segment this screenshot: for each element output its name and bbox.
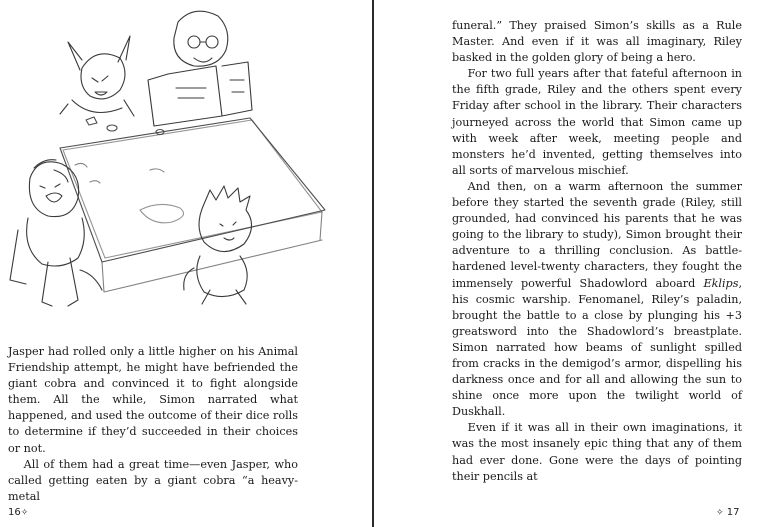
boy-right-sketch bbox=[184, 186, 252, 304]
left-page bbox=[0, 0, 372, 527]
boy-left-sketch bbox=[10, 160, 102, 306]
page-number-right bbox=[716, 507, 739, 518]
boy-glasses-sketch bbox=[148, 11, 252, 126]
page-number: 16 bbox=[8, 507, 21, 518]
page-number-left bbox=[8, 507, 28, 518]
sketch-illustration bbox=[0, 0, 372, 335]
paragraph: Jasper had rolled only a little higher on his Animal Friendship attempt, he might have befriended the giant cobra and convinced it to fight alongside them. All the while, Simon narrated what happened, and used the outcome of their dice rolls to determine if they’d succeeded in their choices or not. bbox=[8, 345, 298, 455]
paragraph bbox=[452, 179, 742, 420]
paragraph: All of them had a great time—even Jasper, who called getting eaten by a giant cobra “a heavy-metal bbox=[8, 457, 298, 503]
girl-sketch bbox=[60, 36, 134, 116]
paragraph-text: And then, on a warm afternoon the summer before they started the seventh grade (Riley, still grounded, had convinced his parents that he was going to the library to study), Simon brought their adventure to a thrilling conclusion. As battle-hardened level-twenty characters, they fought the immensely powerful bbox=[452, 179, 742, 290]
right-page bbox=[376, 0, 757, 527]
paragraph-text: Shadowlord aboard bbox=[579, 276, 696, 290]
table-sketch bbox=[60, 117, 325, 292]
book-gutter bbox=[372, 0, 374, 527]
paragraph: For two full years after that fateful afternoon in the fifth grade, Riley and the others spent every Friday after school in the library. Their characters journeyed across the world that Simon came up with week after week, meeting people and monsters he’d invented, getting themselves into all sorts of marvelous mischief. bbox=[452, 67, 742, 177]
paragraph-text: , his cosmic warship. Fenomanel, Riley’s paladin, brought the battle to a close by plunging his +3 greatsword into the Shadowlord’s breastplate. Simon narrated how beams of sunlight spilled from cracks in the demigod’s armor, dispelling his darkness once and for all and allowing the sun to shine once more upon the twilight world of Duskhall. bbox=[452, 276, 743, 419]
diamond-ornament-icon: ✧ bbox=[716, 508, 724, 518]
right-page-text bbox=[452, 18, 742, 485]
ship-name: Eklips bbox=[703, 276, 739, 290]
left-page-text bbox=[8, 344, 298, 505]
diamond-ornament-icon: ✧ bbox=[20, 508, 29, 518]
page-number: 17 bbox=[726, 507, 740, 518]
paragraph: funeral.” They praised Simon’s skills as a Rule Master. And even if it was all imaginary, Riley basked in the golden glory of being a hero. bbox=[452, 19, 742, 65]
paragraph: Even if it was all in their own imaginations, it was the most insanely epic thing that any of them had ever done. Gone were the days of pointing their pencils at bbox=[452, 421, 742, 483]
